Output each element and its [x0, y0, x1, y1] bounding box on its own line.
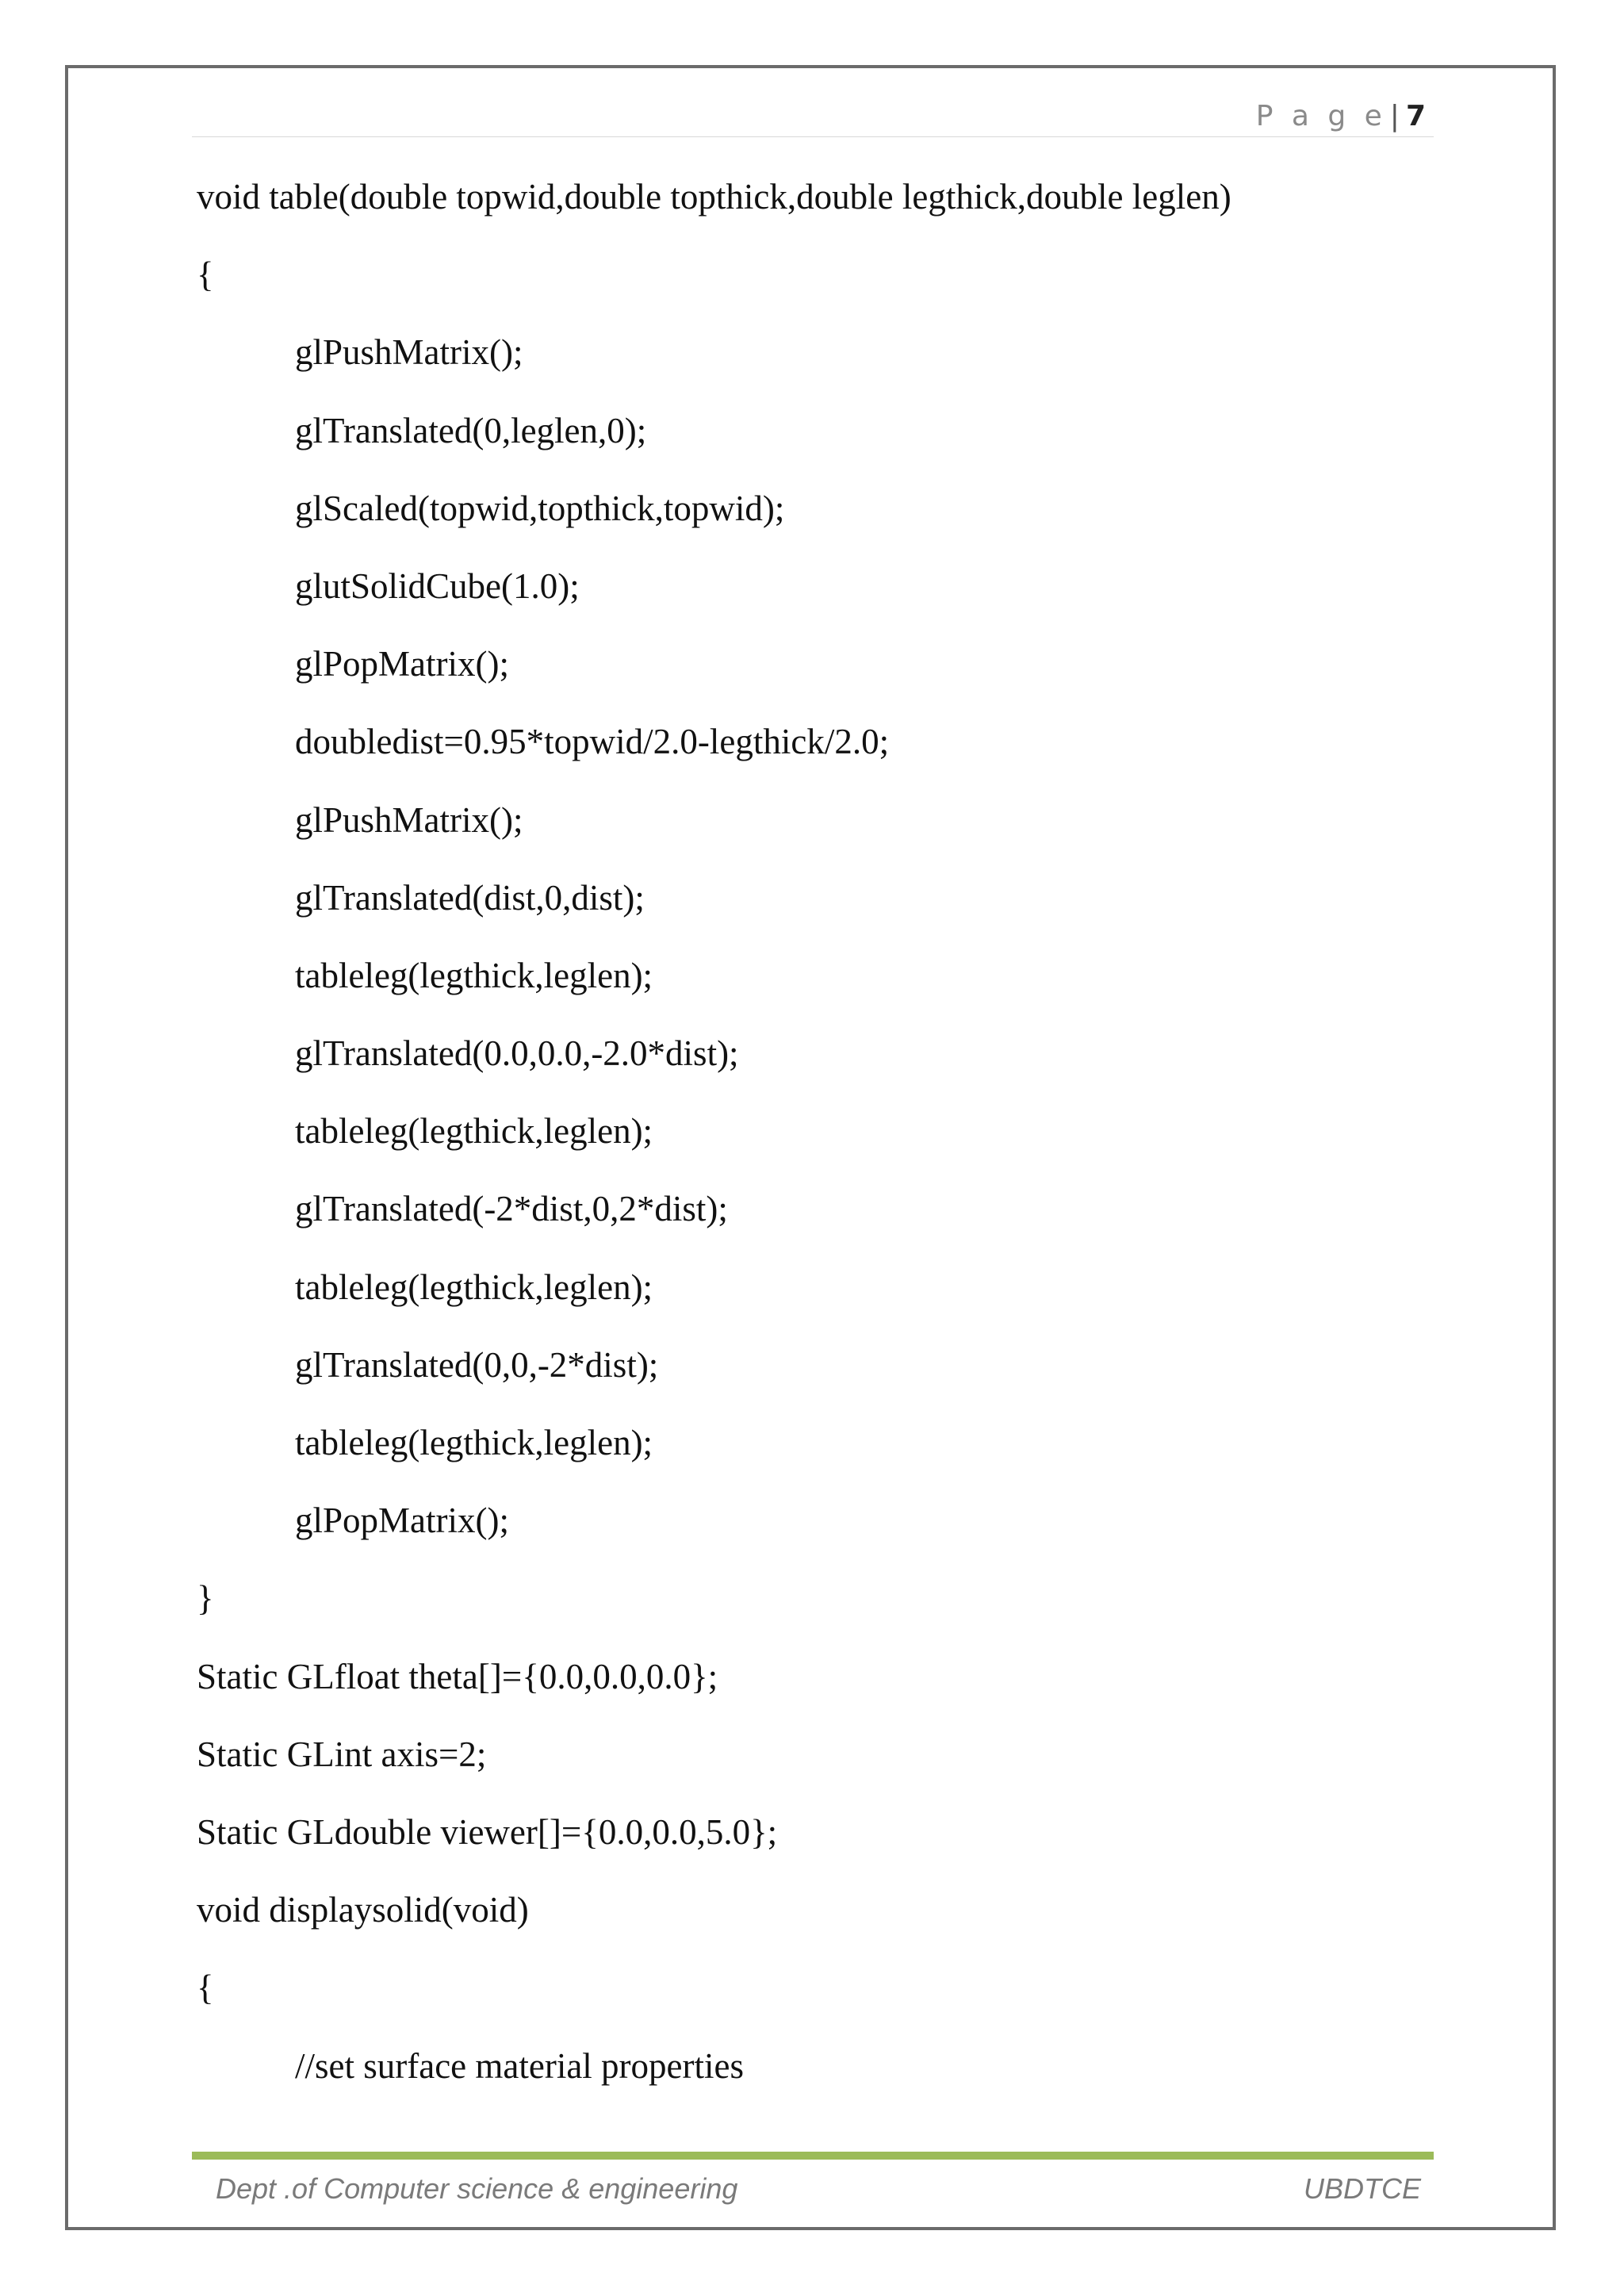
code-line: Static GLfloat theta[]={0.0,0.0,0.0};: [197, 1656, 718, 1696]
code-line: glTranslated(dist,0,dist);: [295, 877, 645, 918]
code-line: //set surface material properties: [295, 2045, 744, 2086]
page-number: 7: [1405, 100, 1426, 132]
code-line: glPopMatrix();: [295, 1501, 509, 1541]
code-line: glScaled(topwid,topthick,topwid);: [295, 488, 785, 528]
code-line: tableleg(legthick,leglen);: [295, 1267, 653, 1307]
code-line: glTranslated(0,leglen,0);: [295, 410, 647, 450]
code-line: }: [197, 1578, 214, 1619]
footer-rule: [192, 2152, 1434, 2160]
code-line: void displaysolid(void): [197, 1890, 529, 1930]
code-line: tableleg(legthick,leglen);: [295, 1111, 653, 1152]
code-line: {: [197, 255, 214, 295]
page-separator: |: [1389, 100, 1400, 132]
code-line: Static GLint axis=2;: [197, 1734, 487, 1774]
footer-department: Dept .of Computer science & engineering: [216, 2172, 738, 2205]
code-line: doubledist=0.95*topwid/2.0-legthick/2.0;: [295, 722, 890, 762]
code-line: tableleg(legthick,leglen);: [295, 1423, 653, 1462]
code-line: glTranslated(-2*dist,0,2*dist);: [295, 1189, 728, 1229]
code-line: tableleg(legthick,leglen);: [295, 955, 653, 995]
code-line: glPopMatrix();: [295, 644, 509, 684]
code-line: {: [197, 1968, 214, 2008]
code-line: glTranslated(0,0,-2*dist);: [295, 1344, 659, 1385]
code-line: Static GLdouble viewer[]={0.0,0.0,5.0};: [197, 1811, 778, 1852]
code-line: void table(double topwid,double topthick,double legthick,double leglen): [197, 177, 1231, 217]
footer-institution: UBDTCE: [1303, 2172, 1421, 2205]
page-footer: [216, 2167, 1421, 2211]
code-line: glutSolidCube(1.0);: [295, 565, 580, 606]
code-line: glPushMatrix();: [295, 799, 523, 840]
page-header: [192, 97, 1434, 137]
code-line: glTranslated(0.0,0.0,-2.0*dist);: [295, 1033, 739, 1074]
code-line: glPushMatrix();: [295, 332, 523, 373]
page-word: P a g e: [1255, 100, 1387, 132]
page-number-label: [1256, 97, 1426, 136]
code-block: [197, 167, 1434, 2114]
